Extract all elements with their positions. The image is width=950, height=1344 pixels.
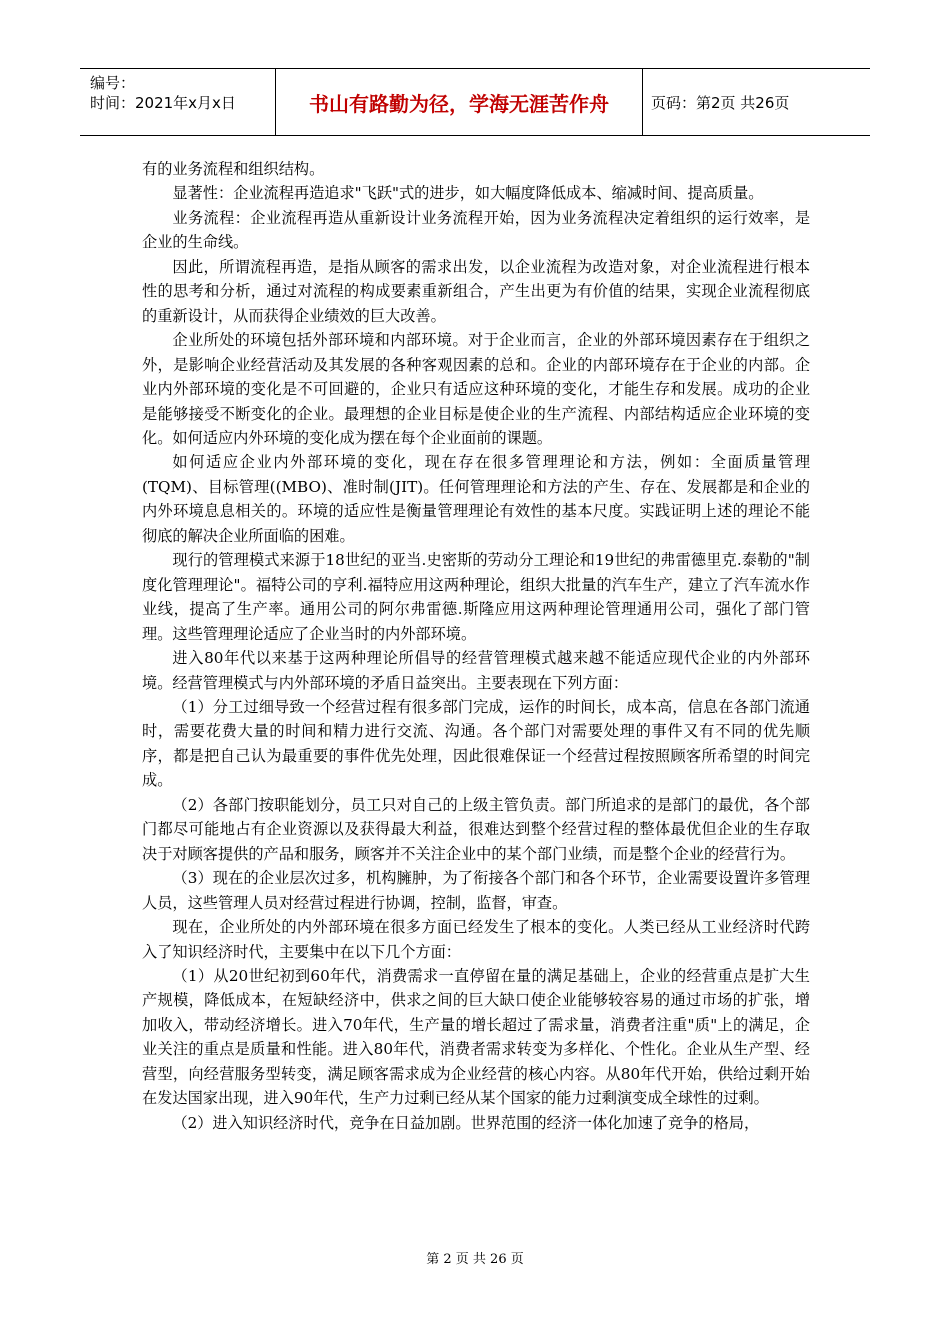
document-date-label: 时间：2021年x月x日 bbox=[90, 94, 236, 112]
body-paragraph: 显著性：企业流程再造追求"飞跃"式的进步，如大幅度降低成本、缩减时间、提高质量。 bbox=[172, 184, 764, 203]
page-footer: 第 2 页 共 26 页 bbox=[426, 1252, 524, 1267]
document-number-label: 编号： bbox=[90, 74, 136, 92]
header-motto: 书山有路勤为径，学海无涯苦作舟 bbox=[275, 69, 643, 135]
page-header bbox=[80, 68, 870, 136]
body-paragraph: 业务流程：企业流程再造从重新设计业务流程开始，因为业务流程决定着组织的运行效率，是企业的生命线。 bbox=[142, 208, 810, 252]
body-paragraph: 因此，所谓流程再造，是指从顾客的需求出发，以企业流程为改造对象，对企业流程进行根本性的思考和分析，通过对流程的构成要素重新组合，产生出更为有价值的结果，实现企业流程彻底的重新设计，从而获得企业绩效的巨大改善。 bbox=[142, 257, 810, 325]
body-paragraph: 现在，企业所处的内外部环境在很多方面已经发生了根本的变化。人类已经从工业经济时代跨入了知识经济时代，主要集中在以下几个方面： bbox=[142, 918, 810, 961]
body-paragraph: 如何适应企业内外部环境的变化，现在存在很多管理理论和方法，例如：全面质量管理(TQM)、目标管理((MBO)、准时制(JIT)。任何管理理论和方法的产生、存在、发展都是和企业的内外环境息息相关的。环境的适应性是衡量管理理论有效性的基本尺度。实践证明上述的理论不能彻底的解决企业所面临的困难。 bbox=[142, 453, 810, 545]
body-paragraph: 企业所处的环境包括外部环境和内部环境。对于企业而言，企业的外部环境因素存在于组织之外，是影响企业经营活动及其发展的各种客观因素的总和。企业的内部环境存在于企业的内部。企业内外部环境的变化是不可回避的，企业只有适应这种环境的变化，才能生存和发展。成功的企业是能够接受不断变化的企业。最理想的企业目标是使企业的生产流程、内部结构适应企业环境的变化。如何适应内外环境的变化成为摆在每个企业面前的课题。 bbox=[142, 331, 810, 447]
body-paragraph: （3）现在的企业层次过多，机构臃肿，为了衔接各个部门和各个环节，企业需要设置许多管理人员，这些管理人员对经营过程进行协调，控制，监督，审查。 bbox=[142, 869, 810, 912]
body-paragraph: （2）进入知识经济时代，竞争在日益加剧。世界范围的经济一体化加速了竞争的格局， bbox=[172, 1113, 760, 1132]
body-paragraph: （1）从20世纪初到60年代，消费需求一直停留在量的满足基础上，企业的经营重点是扩大生产规模，降低成本，在短缺经济中，供求之间的巨大缺口使企业能够较容易的通过市场的扩张，增加收入，带动经济增长。进入70年代，生产量的增长超过了需求量，消费者注重"质"上的满足，企业关注的重点是质量和性能。进入80年代，消费者需求转变为多样化、个性化。企业从生产型、经营型，向经营服务型转变，满足顾客需求成为企业经营的核心内容。从80年代开始，供给过剩开始在发达国家出现，进入90年代，生产力过剩已经从某个国家的能力过剩演变成全球性的过剩。 bbox=[142, 966, 810, 1108]
header-page-label: 页码：第2页 共26页 bbox=[651, 93, 790, 112]
document-body bbox=[142, 157, 810, 1135]
body-paragraph: （2）各部门按职能划分，员工只对自己的上级主管负责。部门所追求的是部门的最优，各个部门都尽可能地占有企业资源以及获得最大利益，很难达到整个经营过程的整体最优但企业的生存取决于对顾客提供的产品和服务，顾客并不关注企业中的某个部门业绩，而是整个企业的经营行为。 bbox=[142, 795, 810, 863]
body-paragraph: （1）分工过细导致一个经营过程有很多部门完成，运作的时间长，成本高，信息在各部门流通时，需要花费大量的时间和精力进行交流、沟通。各个部门对需要处理的事件又有不同的优先顺序，都是把自己认为最重要的事件优先处理，因此很难保证一个经营过程按照顾客所希望的时间完成。 bbox=[142, 697, 810, 790]
body-paragraph: 现行的管理模式来源于18世纪的亚当.史密斯的劳动分工理论和19世纪的弗雷德里克.泰勒的"制度化管理理论"。福特公司的亨利.福特应用这两种理论，组织大批量的汽车生产，建立了汽车流水作业线，提高了生产率。通用公司的阿尔弗雷德.斯隆应用这两种理论管理通用公司，强化了部门管理。这些管理理论适应了企业当时的内外部环境。 bbox=[142, 551, 810, 643]
body-paragraph: 进入80年代以来基于这两种理论所倡导的经营管理模式越来越不能适应现代企业的内外部环境。经营管理模式与内外部环境的矛盾日益突出。主要表现在下列方面： bbox=[142, 649, 810, 692]
header-left-cell bbox=[80, 69, 275, 135]
body-paragraph: 有的业务流程和组织结构。 bbox=[142, 160, 325, 178]
